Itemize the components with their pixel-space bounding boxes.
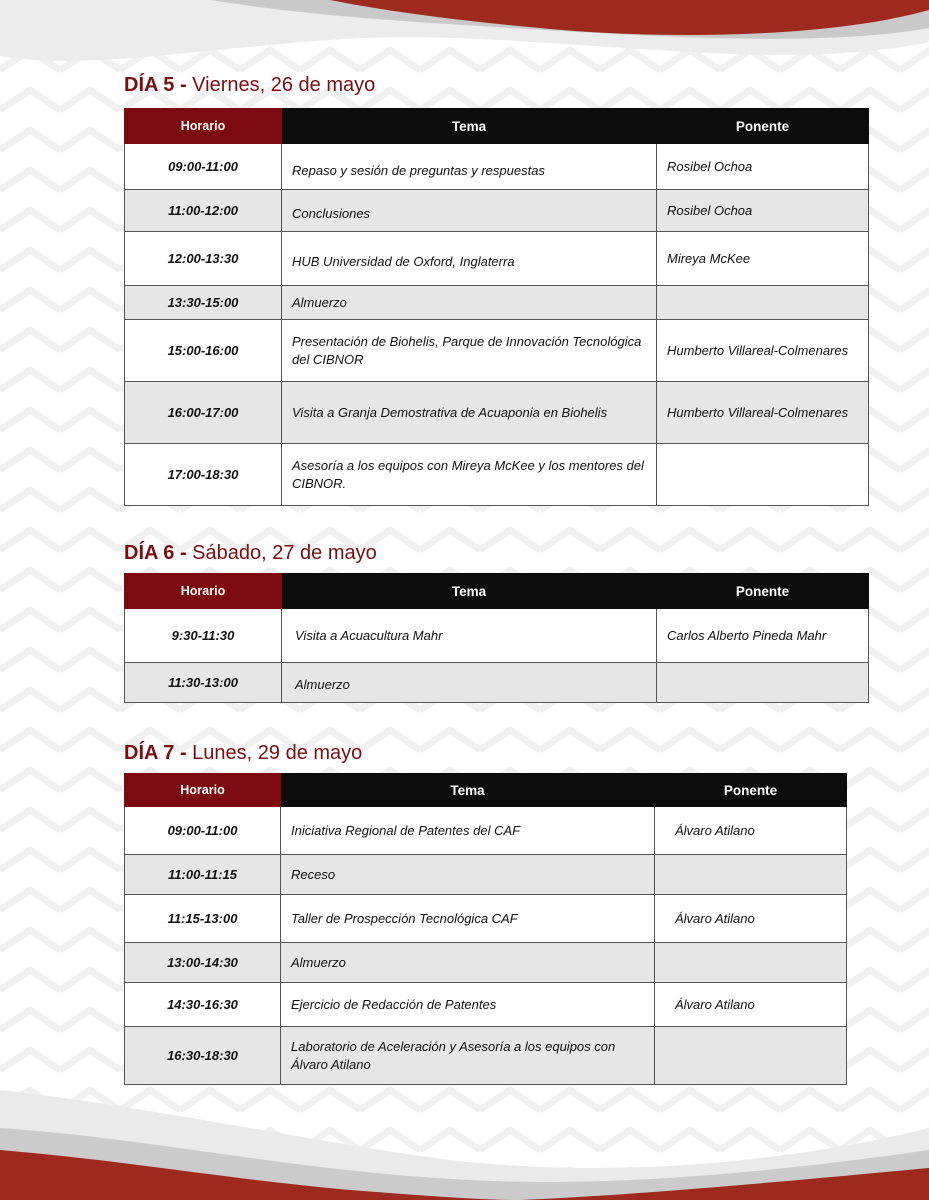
day-date: Lunes, 29 de mayo bbox=[192, 742, 363, 764]
time-cell: 15:00-16:00 bbox=[125, 320, 282, 382]
table-row bbox=[125, 232, 869, 286]
table-row bbox=[125, 855, 847, 895]
day-5-schedule-table bbox=[124, 108, 869, 506]
topic-cell: HUB Universidad de Oxford, Inglaterra bbox=[282, 232, 657, 286]
time-cell: 09:00-11:00 bbox=[125, 144, 282, 190]
day-5-heading bbox=[124, 74, 375, 97]
table-row bbox=[125, 144, 869, 190]
speaker-cell: Álvaro Atilano bbox=[655, 807, 847, 855]
time-cell: 17:00-18:30 bbox=[125, 444, 282, 506]
day-7-schedule-table bbox=[124, 773, 847, 1085]
table-row bbox=[125, 444, 869, 506]
time-cell: 16:00-17:00 bbox=[125, 382, 282, 444]
header-horario: Horario bbox=[125, 574, 282, 609]
topic-cell: Asesoría a los equipos con Mireya McKee y los mentores del CIBNOR. bbox=[282, 444, 657, 506]
time-cell: 11:00-11:15 bbox=[125, 855, 281, 895]
time-cell: 11:00-12:00 bbox=[125, 190, 282, 232]
topic-cell: Receso bbox=[281, 855, 655, 895]
day-7-heading bbox=[124, 742, 362, 765]
topic-cell: Almuerzo bbox=[281, 943, 655, 983]
header-horario: Horario bbox=[125, 109, 282, 144]
topic-cell: Almuerzo bbox=[282, 286, 657, 320]
header-tema: Tema bbox=[282, 574, 657, 609]
time-cell: 14:30-16:30 bbox=[125, 983, 281, 1027]
speaker-cell bbox=[655, 1027, 847, 1085]
table-row bbox=[125, 609, 869, 663]
speaker-cell: Álvaro Atilano bbox=[655, 983, 847, 1027]
table-row bbox=[125, 663, 869, 703]
topic-cell: Iniciativa Regional de Patentes del CAF bbox=[281, 807, 655, 855]
speaker-cell: Álvaro Atilano bbox=[655, 895, 847, 943]
day-date: Viernes, 26 de mayo bbox=[192, 74, 376, 96]
topic-cell: Presentación de Biohelis, Parque de Innovación Tecnológica del CIBNOR bbox=[282, 320, 657, 382]
speaker-cell bbox=[655, 943, 847, 983]
table-row bbox=[125, 983, 847, 1027]
table-row bbox=[125, 895, 847, 943]
speaker-cell: Rosibel Ochoa bbox=[657, 144, 869, 190]
day-date: Sábado, 27 de mayo bbox=[192, 542, 377, 564]
day-label: DÍA 6 - bbox=[124, 542, 187, 564]
time-cell: 16:30-18:30 bbox=[125, 1027, 281, 1085]
header-ponente: Ponente bbox=[655, 774, 847, 807]
speaker-cell: Rosibel Ochoa bbox=[657, 190, 869, 232]
topic-cell: Laboratorio de Aceleración y Asesoría a los equipos con Álvaro Atilano bbox=[281, 1027, 655, 1085]
time-cell: 11:30-13:00 bbox=[125, 663, 282, 703]
speaker-cell bbox=[657, 286, 869, 320]
day-6-heading bbox=[124, 542, 377, 565]
header-horario: Horario bbox=[125, 774, 281, 807]
speaker-cell: Mireya McKee bbox=[657, 232, 869, 286]
time-cell: 11:15-13:00 bbox=[125, 895, 281, 943]
time-cell: 12:00-13:30 bbox=[125, 232, 282, 286]
table-row bbox=[125, 286, 869, 320]
header-ponente: Ponente bbox=[657, 574, 869, 609]
speaker-cell: Carlos Alberto Pineda Mahr bbox=[657, 609, 869, 663]
topic-cell: Visita a Acuacultura Mahr bbox=[282, 609, 657, 663]
table-row bbox=[125, 807, 847, 855]
topic-cell: Repaso y sesión de preguntas y respuestas bbox=[282, 144, 657, 190]
time-cell: 13:30-15:00 bbox=[125, 286, 282, 320]
table-row bbox=[125, 382, 869, 444]
time-cell: 13:00-14:30 bbox=[125, 943, 281, 983]
table-row bbox=[125, 943, 847, 983]
topic-cell: Ejercicio de Redacción de Patentes bbox=[281, 983, 655, 1027]
topic-cell: Conclusiones bbox=[282, 190, 657, 232]
header-tema: Tema bbox=[281, 774, 655, 807]
topic-cell: Almuerzo bbox=[282, 663, 657, 703]
day-6-schedule-table bbox=[124, 573, 869, 703]
speaker-cell bbox=[655, 855, 847, 895]
header-ponente: Ponente bbox=[657, 109, 869, 144]
header-tema: Tema bbox=[282, 109, 657, 144]
speaker-cell: Humberto Villareal-Colmenares bbox=[657, 320, 869, 382]
day-label: DÍA 5 - bbox=[124, 74, 187, 96]
day-label: DÍA 7 - bbox=[124, 742, 187, 764]
time-cell: 09:00-11:00 bbox=[125, 807, 281, 855]
table-row bbox=[125, 320, 869, 382]
time-cell: 9:30-11:30 bbox=[125, 609, 282, 663]
topic-cell: Visita a Granja Demostrativa de Acuaponia en Biohelis bbox=[282, 382, 657, 444]
speaker-cell bbox=[657, 663, 869, 703]
topic-cell: Taller de Prospección Tecnológica CAF bbox=[281, 895, 655, 943]
table-row bbox=[125, 190, 869, 232]
speaker-cell bbox=[657, 444, 869, 506]
table-row bbox=[125, 1027, 847, 1085]
speaker-cell: Humberto Villareal-Colmenares bbox=[657, 382, 869, 444]
